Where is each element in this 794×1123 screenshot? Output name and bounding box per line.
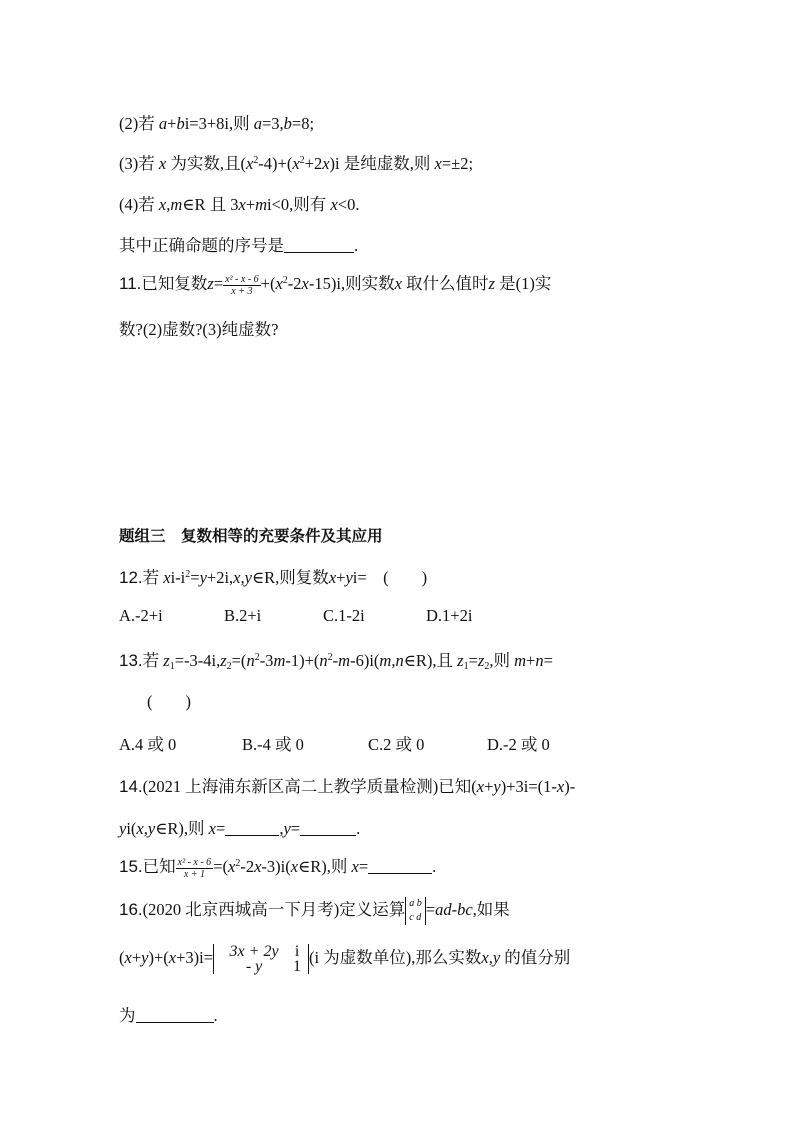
option-c[interactable]: C.1-2i — [323, 606, 365, 625]
question-10-answer-line: 其中正确命题的序号是 . — [119, 236, 359, 255]
question-13-paren: ( ) — [147, 692, 191, 711]
statement-3: (3)若 x 为实数,且$(x^2-4)+(x^2+2x)i$ 是纯虚数,则 x=±2; — [119, 154, 474, 173]
answer-blank[interactable] — [284, 238, 354, 253]
question-11-line-2: 数?(2)虚数?(3)纯虚数? — [119, 320, 279, 339]
option-c[interactable]: C.2 或 0 — [368, 735, 425, 754]
determinant-matrix: 3x + 2y i - y 1 — [213, 944, 309, 974]
option-b[interactable]: B.-4 或 0 — [242, 735, 304, 754]
answer-blank-x[interactable] — [225, 821, 279, 836]
answer-blank-y[interactable] — [300, 821, 356, 836]
question-16-line-2: (x+y)+(x+3)i= 3x + 2y i - y 1 (i 为虚数单位),那么实数x,y 的值分别 — [119, 943, 571, 976]
question-12: 12.若 $xi-i^2=y+2i,x,y\in R$,则复数x+yi= ( ) — [119, 568, 428, 587]
question-13-options — [119, 731, 550, 755]
question-13: 13.若 $z_1=-3-4i,z_2=(n^2-3m-1)+(n^2-m-6)i(m,n\in R)$,且 $z_1=z_2$,则 m+n= — [119, 651, 553, 672]
question-11: 11.已知复数z= $\frac{\text{x² - x - 6}}{x + 3}$ $+(x^2-2x-15)i$,则实数x 取什么值时z 是(1)实 — [119, 273, 552, 297]
question-14-line-2: yi(x,y∈R),则 x= ,y= . — [119, 819, 361, 838]
answer-blank[interactable] — [136, 1008, 214, 1023]
option-d[interactable]: D.-2 或 0 — [487, 735, 550, 754]
statement-4: (4)若 x,m∈R 且 3x+mi<0,则有 x<0. — [119, 195, 360, 214]
option-a[interactable]: A.-2+i — [119, 606, 163, 625]
determinant-definition: a b c d — [405, 897, 426, 925]
question-16: 16.(2020 北京西城高一下月考)定义运算 a b c d =ad-bc,如果 — [119, 898, 510, 924]
question-12-options — [119, 606, 472, 626]
option-d[interactable]: D.1+2i — [426, 606, 473, 625]
option-a[interactable]: A.4 或 0 — [119, 735, 177, 754]
question-16-line-3: 为 . — [119, 1006, 218, 1025]
option-b[interactable]: B.2+i — [224, 606, 262, 625]
question-14: 14.(2021 上海浦东新区高二上教学质量检测)已知(x+y)+3i=(1-x)- — [119, 777, 576, 796]
section-heading: 题组三 复数相等的充要条件及其应用 — [119, 527, 383, 545]
statement-2: (2)若 a+bi=3+8i,则 a=3,b=8; — [119, 114, 315, 133]
fraction: $\frac{\text{x² - x - 6}}{x + 1}$ — [177, 856, 212, 880]
answer-blank[interactable] — [368, 859, 432, 874]
fraction: $\frac{\text{x² - x - 6}}{x + 3}$ — [225, 273, 259, 297]
question-15: 15.已知 $\frac{\text{x² - x - 6}}{x + 1}$ $=(x^2-2x-3)i(x\in R)$,则 x= . — [119, 856, 437, 880]
